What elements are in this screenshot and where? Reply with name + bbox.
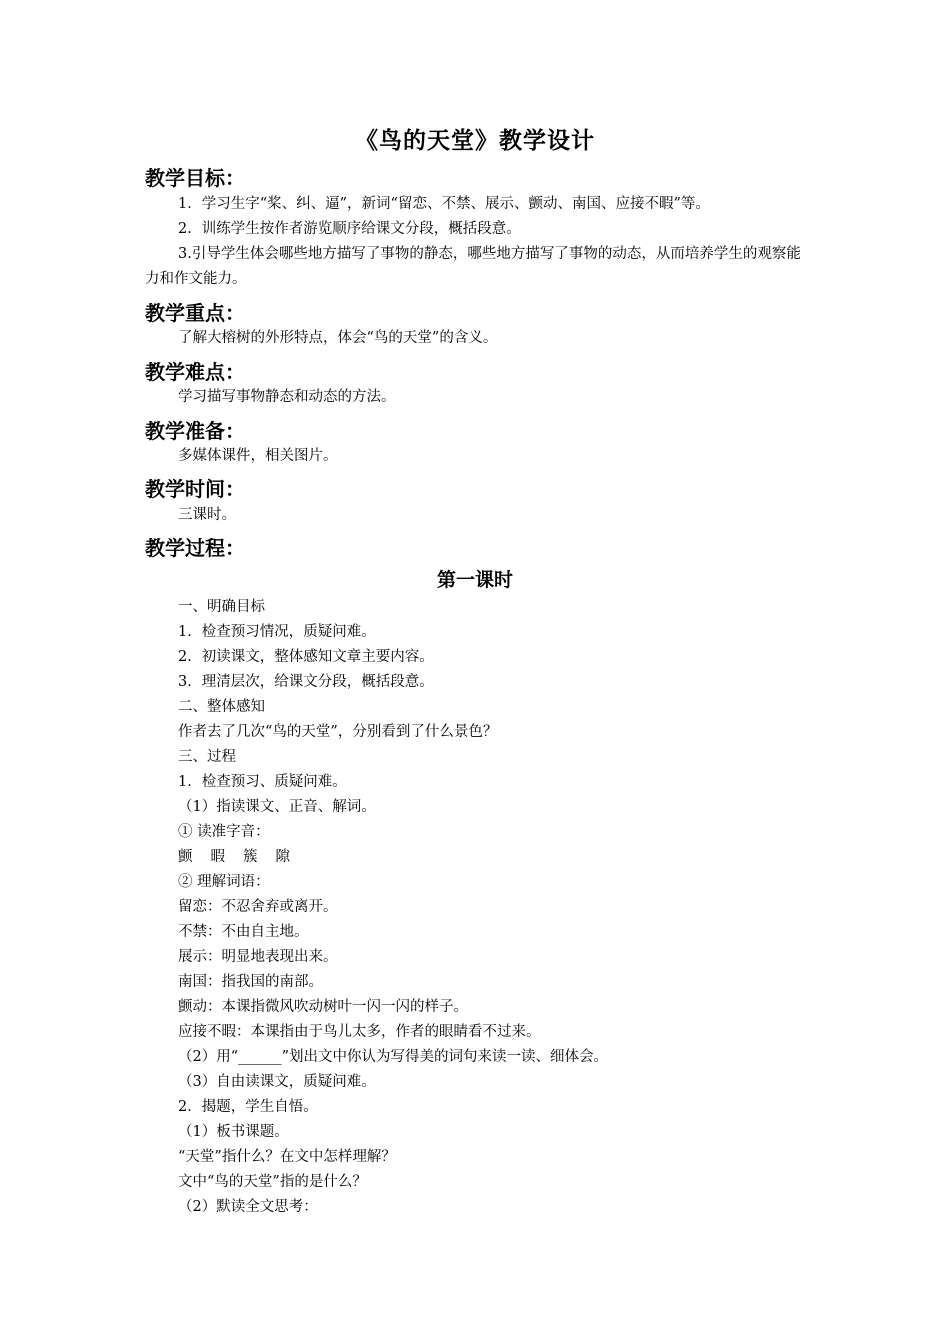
focus-text: 了解大榕树的外形特点，体会“鸟的天堂”的含义。 bbox=[178, 330, 498, 346]
lesson-line: 应接不暇：本课指由于鸟儿太多，作者的眼睛看不过来。 bbox=[178, 1024, 541, 1040]
goal-item: 1．学习生字“桨、纠、逼”，新词“留恋、不禁、展示、颤动、南国、应接不暇”等。 bbox=[178, 196, 710, 212]
preparation-heading: 教学准备： bbox=[145, 419, 245, 443]
lesson-line: ① 读准字音： bbox=[178, 824, 270, 840]
lesson-line: 1．检查预习、质疑问难。 bbox=[178, 774, 347, 790]
lesson-line: 2．揭题，学生自悟。 bbox=[178, 1099, 318, 1115]
goal-item: 2．训练学生按作者游览顺序给课文分段，概括段意。 bbox=[178, 221, 521, 237]
char: 簇 bbox=[243, 849, 258, 865]
lesson-line: 留恋：不忍舍弃或离开。 bbox=[178, 899, 338, 915]
lesson-title: 第一课时 bbox=[436, 569, 513, 591]
lesson-line: 2．初读课文，整体感知文章主要内容。 bbox=[178, 649, 434, 665]
lesson-line: 文中“鸟的天堂”指的是什么？ bbox=[178, 1174, 367, 1190]
char: 隙 bbox=[275, 849, 290, 865]
lesson-line: 南国：指我国的南部。 bbox=[178, 974, 323, 990]
lesson-line: “天堂”指什么？在文中怎样理解？ bbox=[178, 1149, 396, 1165]
time-heading: 教学时间： bbox=[145, 477, 245, 501]
document-title: 《鸟的天堂》教学设计 bbox=[355, 128, 595, 154]
lesson-line: 3．理清层次，给课文分段，概括段意。 bbox=[178, 674, 434, 690]
lesson-line: 一、明确目标 bbox=[178, 599, 265, 615]
lesson-line: 不禁：不由自主地。 bbox=[178, 924, 309, 940]
lesson-line: （1）指读课文、正音、解词。 bbox=[178, 799, 376, 815]
pronunciation-chars bbox=[178, 845, 308, 870]
difficulty-text: 学习描写事物静态和动态的方法。 bbox=[178, 389, 396, 405]
char: 暇 bbox=[210, 849, 225, 865]
goals-heading: 教学目标： bbox=[145, 166, 245, 190]
lesson-line: 作者去了几次“鸟的天堂”，分别看到了什么景色？ bbox=[178, 724, 498, 740]
difficulty-heading: 教学难点： bbox=[145, 360, 245, 384]
lesson-line: ② 理解词语： bbox=[178, 874, 270, 890]
lesson-line: （2）用“______”划出文中你认为写得美的词句来读一读、细体会。 bbox=[178, 1049, 609, 1065]
process-heading: 教学过程： bbox=[145, 536, 245, 560]
focus-heading: 教学重点： bbox=[145, 301, 245, 325]
lesson-line: （2）默读全文思考： bbox=[178, 1199, 318, 1215]
lesson-line: 展示：明显地表现出来。 bbox=[178, 949, 338, 965]
lesson-line: 三、过程 bbox=[178, 749, 236, 765]
lesson-line: 1．检查预习情况，质疑问难。 bbox=[178, 624, 376, 640]
time-text: 三课时。 bbox=[178, 507, 236, 523]
lesson-line: （3）自由读课文，质疑问难。 bbox=[178, 1074, 376, 1090]
goal-item: 3.引导学生体会哪些地方描写了事物的静态，哪些地方描写了事物的动态，从而培养学生的观察能力和作文能力。 bbox=[145, 246, 801, 287]
preparation-text: 多媒体课件，相关图片。 bbox=[178, 448, 338, 464]
lesson-line: （1）板书课题。 bbox=[178, 1124, 289, 1140]
lesson-line: 二、整体感知 bbox=[178, 699, 265, 715]
char: 颤 bbox=[178, 849, 193, 865]
lesson-line: 颤动：本课指微风吹动树叶一闪一闪的样子。 bbox=[178, 999, 468, 1015]
